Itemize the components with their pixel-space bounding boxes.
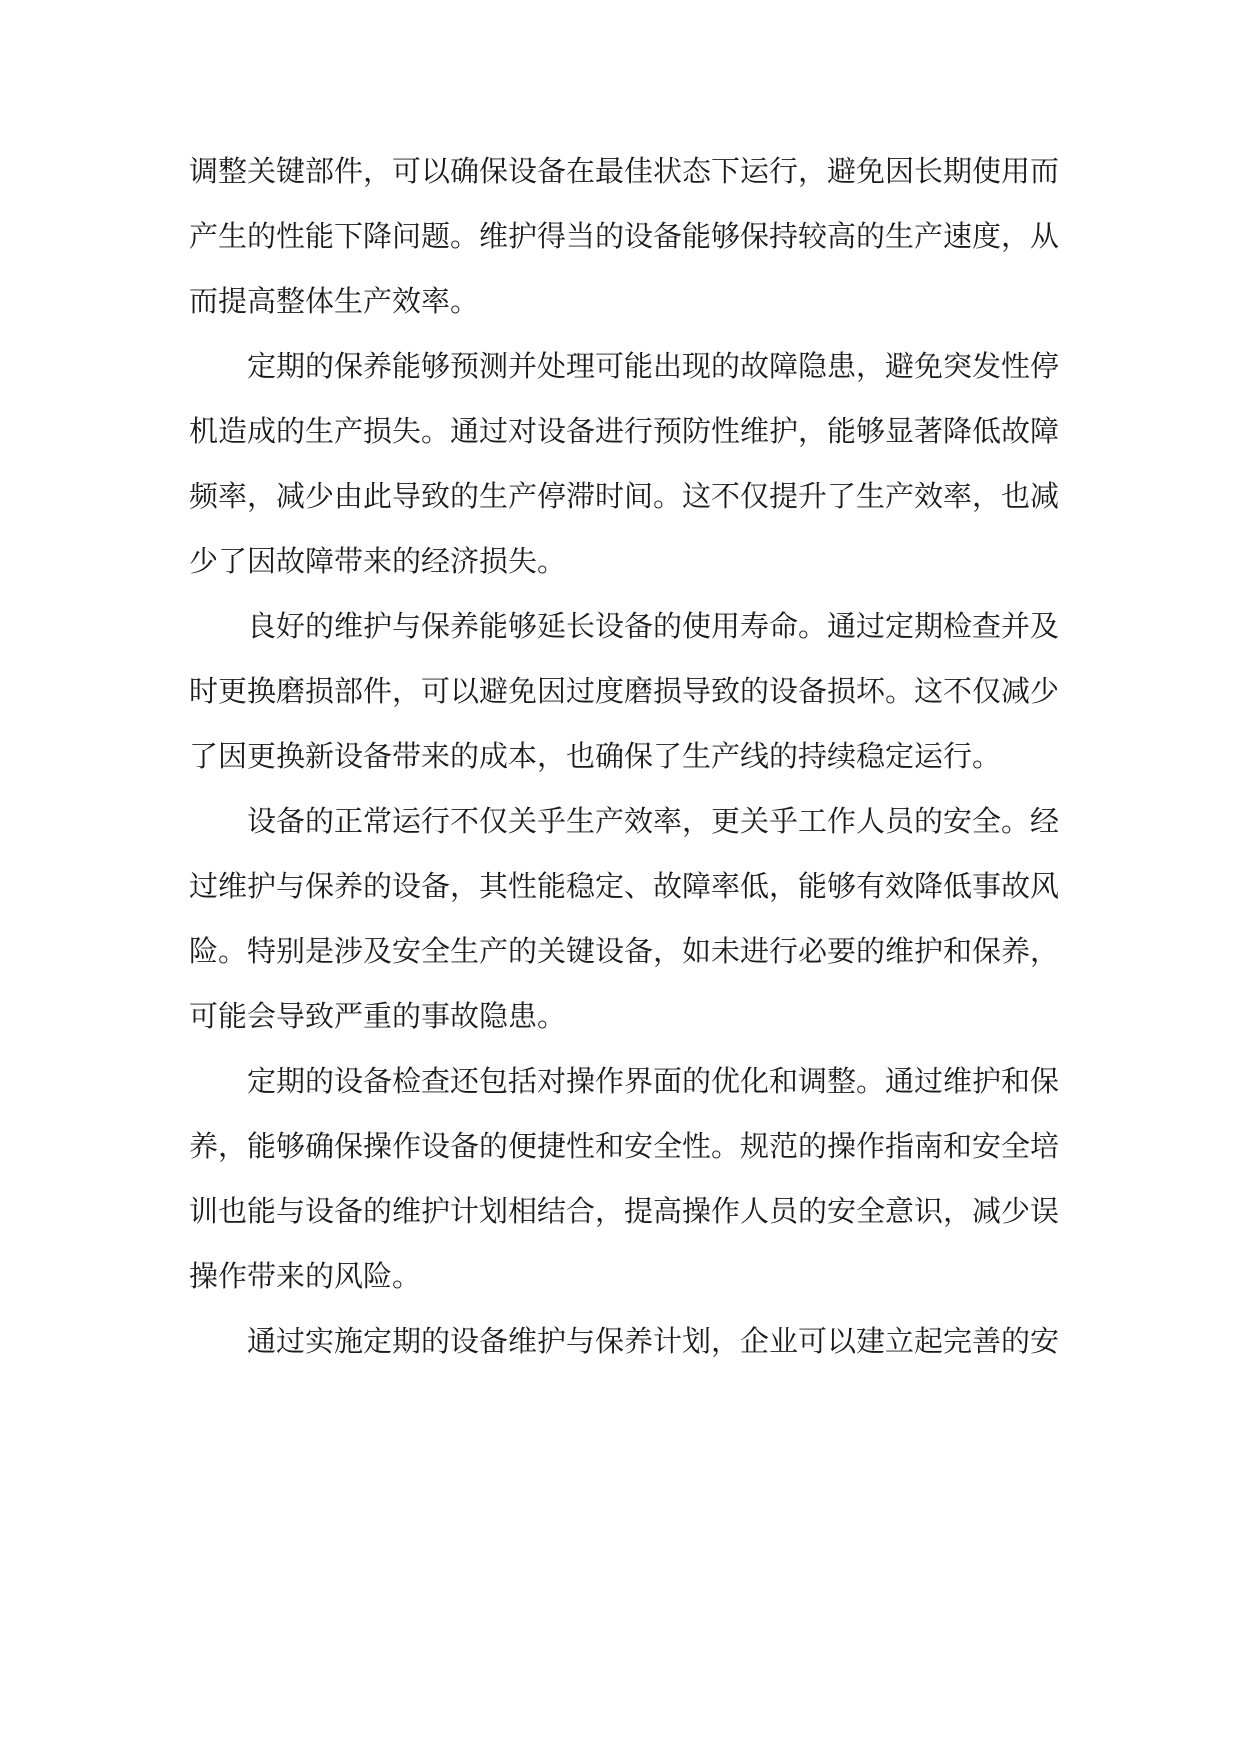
paragraph-continuation: 调整关键部件，可以确保设备在最佳状态下运行，避免因长期使用而产生的性能下降问题。维护得当的设备能够保持较高的生产速度，从而提高整体生产效率。 [189, 154, 1060, 318]
paragraph-safety: 设备的正常运行不仅关乎生产效率，更关乎工作人员的安全。经过维护与保养的设备，其性能稳定、故障率低，能够有效降低事故风险。特别是涉及安全生产的关键设备，如未进行必要的维护和保养，可能会导致严重的事故隐患。 [189, 804, 1060, 1033]
paragraph-fault-prevention: 定期的保养能够预测并处理可能出现的故障隐患，避免突发性停机造成的生产损失。通过对设备进行预防性维护，能够显著降低故障频率，减少由此导致的生产停滞时间。这不仅提升了生产效率，也减少了因故障带来的经济损失。 [189, 349, 1060, 578]
document-body [189, 139, 1059, 1374]
paragraph-operation-interface: 定期的设备检查还包括对操作界面的优化和调整。通过维护和保养，能够确保操作设备的便捷性和安全性。规范的操作指南和安全培训也能与设备的维护计划相结合，提高操作人员的安全意识，减少误操作带来的风险。 [189, 1064, 1060, 1293]
paragraph-maintenance-plan: 通过实施定期的设备维护与保养计划，企业可以建立起完善的安 [247, 1324, 1060, 1358]
paragraph-equipment-lifespan: 良好的维护与保养能够延长设备的使用寿命。通过定期检查并及时更换磨损部件，可以避免因过度磨损导致的设备损坏。这不仅减少了因更换新设备带来的成本，也确保了生产线的持续稳定运行。 [189, 609, 1060, 773]
